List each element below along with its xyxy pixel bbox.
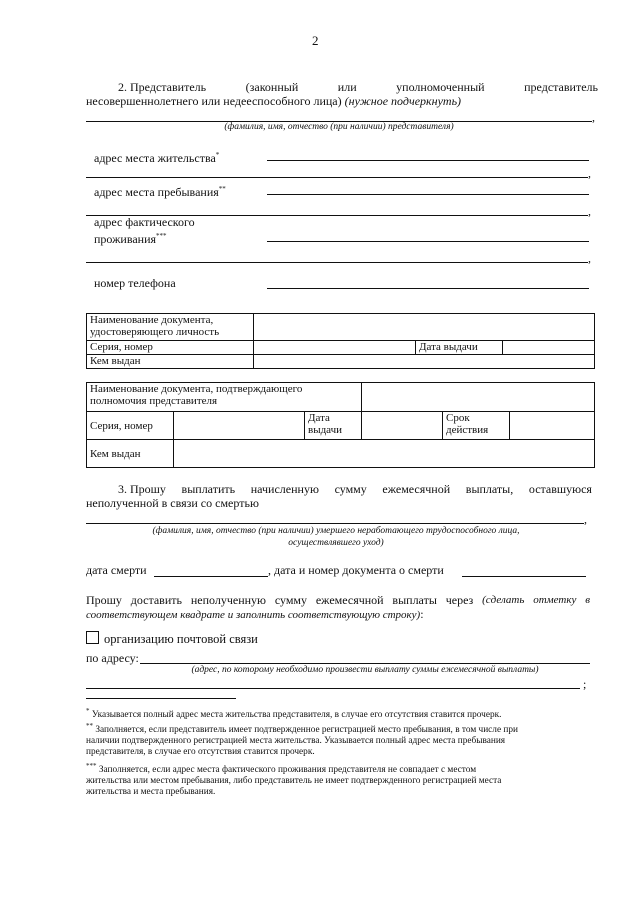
- checkbox[interactable]: [86, 631, 99, 644]
- heading-note: (нужное подчеркнуть): [344, 94, 462, 108]
- delivery-note-word: в: [585, 594, 590, 606]
- delivery-line2: [86, 607, 424, 622]
- identity-doc-name-line2: удостоверяющего личность: [90, 326, 220, 338]
- authority-doc-name-value[interactable]: [362, 383, 595, 412]
- footnote-2-line1: Заполняется, если представитель имеет подтвержденное регистрацией место пребывания, в том числе при: [95, 725, 518, 736]
- footnote-2-line2: наличии подтвержденного регистрацией места жительства. Указывается полный адрес места пребывания: [86, 736, 506, 747]
- semicolon: ;: [583, 677, 587, 691]
- heading-text: несовершеннолетнего или недееспособного лица): [86, 94, 342, 108]
- issue-date-label: Дата выдачи: [416, 341, 503, 355]
- auth-date-label-line1: Дата: [308, 412, 330, 424]
- actual-label-line2: [94, 229, 167, 246]
- footnote-2: [86, 721, 592, 736]
- actual-label-text: проживания: [94, 232, 157, 246]
- issued-by-value[interactable]: [254, 355, 595, 369]
- option-post-office[interactable]: [86, 631, 258, 646]
- auth-date-label: [305, 412, 362, 440]
- page-number: 2: [312, 33, 319, 48]
- deceased-caption-line1: (фамилия, имя, отчество (при наличии) умершего неработающего трудоспособного лица,: [152, 526, 520, 536]
- delivery-word: ежемесячной: [315, 593, 384, 607]
- issued-by-label: Кем выдан: [87, 355, 254, 369]
- delivery-word: сумму: [274, 593, 308, 607]
- section3-word: сумму: [334, 482, 367, 496]
- deceased-caption-line2: осуществлявшего уход): [288, 538, 384, 548]
- comma: ,: [592, 110, 595, 124]
- delivery-note-word: отметку: [533, 594, 577, 606]
- section3-word: 3. Прошу: [118, 482, 166, 496]
- footnote-mark: ***: [156, 232, 167, 240]
- comma: ,: [584, 512, 587, 526]
- issue-date-value[interactable]: [503, 341, 595, 355]
- section2-heading-line1: [86, 80, 598, 94]
- death-doc-field[interactable]: [462, 576, 586, 577]
- address-caption: (адрес, по которому необходимо произвести выплату суммы ежемесячной выплаты): [191, 665, 539, 675]
- address-field[interactable]: [140, 663, 590, 664]
- heading-word: представитель: [524, 80, 598, 94]
- section3-word: выплаты,: [465, 482, 514, 496]
- stay-label-text: адрес места пребывания: [94, 185, 219, 199]
- comma: ,: [588, 204, 591, 218]
- auth-term-label-line2: действия: [446, 424, 489, 436]
- section3-line2: неполученной в связи со смертью: [86, 496, 259, 510]
- series-number-value[interactable]: [254, 341, 416, 355]
- death-date-field[interactable]: [154, 576, 268, 577]
- authority-document-table: [86, 382, 595, 468]
- footnote-3-line2: жительства или местом пребывания, либо представитель не имеет подтвержденного регистрацией места: [86, 776, 502, 787]
- authority-doc-name-line2: полномочия представителя: [90, 395, 218, 407]
- footnote-1-text: Указывается полный адрес места жительства представителя, в случае его отсутствия ставится прочерк.: [91, 710, 502, 721]
- section3-word: оставшуюся: [528, 482, 592, 496]
- section3-word: начисленную: [250, 482, 319, 496]
- heading-word: уполномоченный: [396, 80, 485, 94]
- delivery-word: неполученную: [190, 593, 266, 607]
- death-date-label: дата смерти: [86, 563, 147, 577]
- heading-word: 2. Представитель: [118, 80, 207, 94]
- section2-heading-line2: [86, 94, 461, 108]
- death-doc-label: , дата и номер документа о смерти: [268, 563, 444, 577]
- residence-field[interactable]: [267, 160, 589, 161]
- footnotes: [86, 706, 592, 798]
- address-label: по адресу:: [86, 651, 139, 665]
- section3-word: ежемесячной: [382, 482, 451, 496]
- delivery-note: соответствующем квадрате и заполнить соответствующую строку): [86, 609, 421, 621]
- actual-field[interactable]: [267, 241, 589, 242]
- auth-term-value[interactable]: [510, 412, 595, 440]
- residence-label-text: адрес места жительства: [94, 151, 216, 165]
- footnote-mark: **: [218, 185, 226, 193]
- residence-label: [94, 148, 219, 165]
- delivery-line1: [86, 593, 590, 607]
- identity-doc-name-line1: Наименование документа,: [90, 314, 214, 326]
- footnote-2-line3: представителя, в случае его отсутствия ставится прочерк.: [86, 747, 315, 758]
- footnote-mark: **: [86, 722, 93, 731]
- footnote-3-line3: жительства и места пребывания.: [86, 787, 216, 798]
- footnote-mark: *: [215, 151, 220, 159]
- footnote-3: [86, 761, 592, 776]
- auth-date-value[interactable]: [362, 412, 443, 440]
- footnote-mark: *: [86, 707, 90, 715]
- address-field-line2[interactable]: [86, 688, 580, 689]
- auth-issued-by-label: Кем выдан: [87, 440, 174, 468]
- colon: :: [420, 607, 424, 621]
- actual-field-line2[interactable]: [86, 262, 588, 263]
- footnote-separator: [86, 698, 236, 699]
- comma: ,: [588, 251, 591, 265]
- representative-name-caption: (фамилия, имя, отчество (при наличии) представителя): [224, 122, 454, 132]
- stay-field[interactable]: [267, 194, 589, 195]
- auth-term-label-line1: Срок: [446, 412, 470, 424]
- auth-series-label: Серия, номер: [87, 412, 174, 440]
- delivery-note-word: (сделать: [482, 594, 525, 606]
- auth-term-label: [443, 412, 510, 440]
- option-post-label: организацию почтовой связи: [104, 632, 258, 646]
- auth-issued-by-value[interactable]: [174, 440, 595, 468]
- stay-label: [94, 182, 226, 199]
- phone-label: номер телефона: [94, 276, 176, 290]
- auth-date-label-line2: выдачи: [308, 424, 343, 436]
- delivery-word: Прошу: [86, 593, 122, 607]
- section3-line1: [86, 482, 592, 496]
- phone-field[interactable]: [267, 288, 589, 289]
- auth-series-value[interactable]: [174, 412, 305, 440]
- residence-field-line2[interactable]: [86, 177, 588, 178]
- identity-doc-name-cell: [87, 314, 254, 341]
- delivery-word: выплаты: [392, 593, 437, 607]
- footnote-1: [86, 706, 592, 721]
- heading-word: или: [337, 80, 357, 94]
- delivery-word: через: [445, 593, 474, 607]
- comma: ,: [588, 166, 591, 180]
- section3-word: выплатить: [181, 482, 236, 496]
- deceased-caption: [86, 525, 586, 549]
- identity-document-table: [86, 313, 595, 369]
- delivery-word: доставить: [130, 593, 182, 607]
- footnote-mark: ***: [86, 762, 97, 771]
- footnote-3-line1: Заполняется, если адрес места фактического проживания представителя не совпадает с местом: [98, 765, 477, 776]
- authority-doc-name-line1: Наименование документа, подтверждающего: [90, 383, 303, 395]
- deceased-name-field[interactable]: [86, 523, 584, 524]
- authority-doc-name-cell: [87, 383, 362, 412]
- series-number-label: Серия, номер: [87, 341, 254, 355]
- heading-word: (законный: [245, 80, 299, 94]
- identity-doc-name-value[interactable]: [254, 314, 595, 341]
- actual-label-line1: адрес фактического: [94, 215, 195, 229]
